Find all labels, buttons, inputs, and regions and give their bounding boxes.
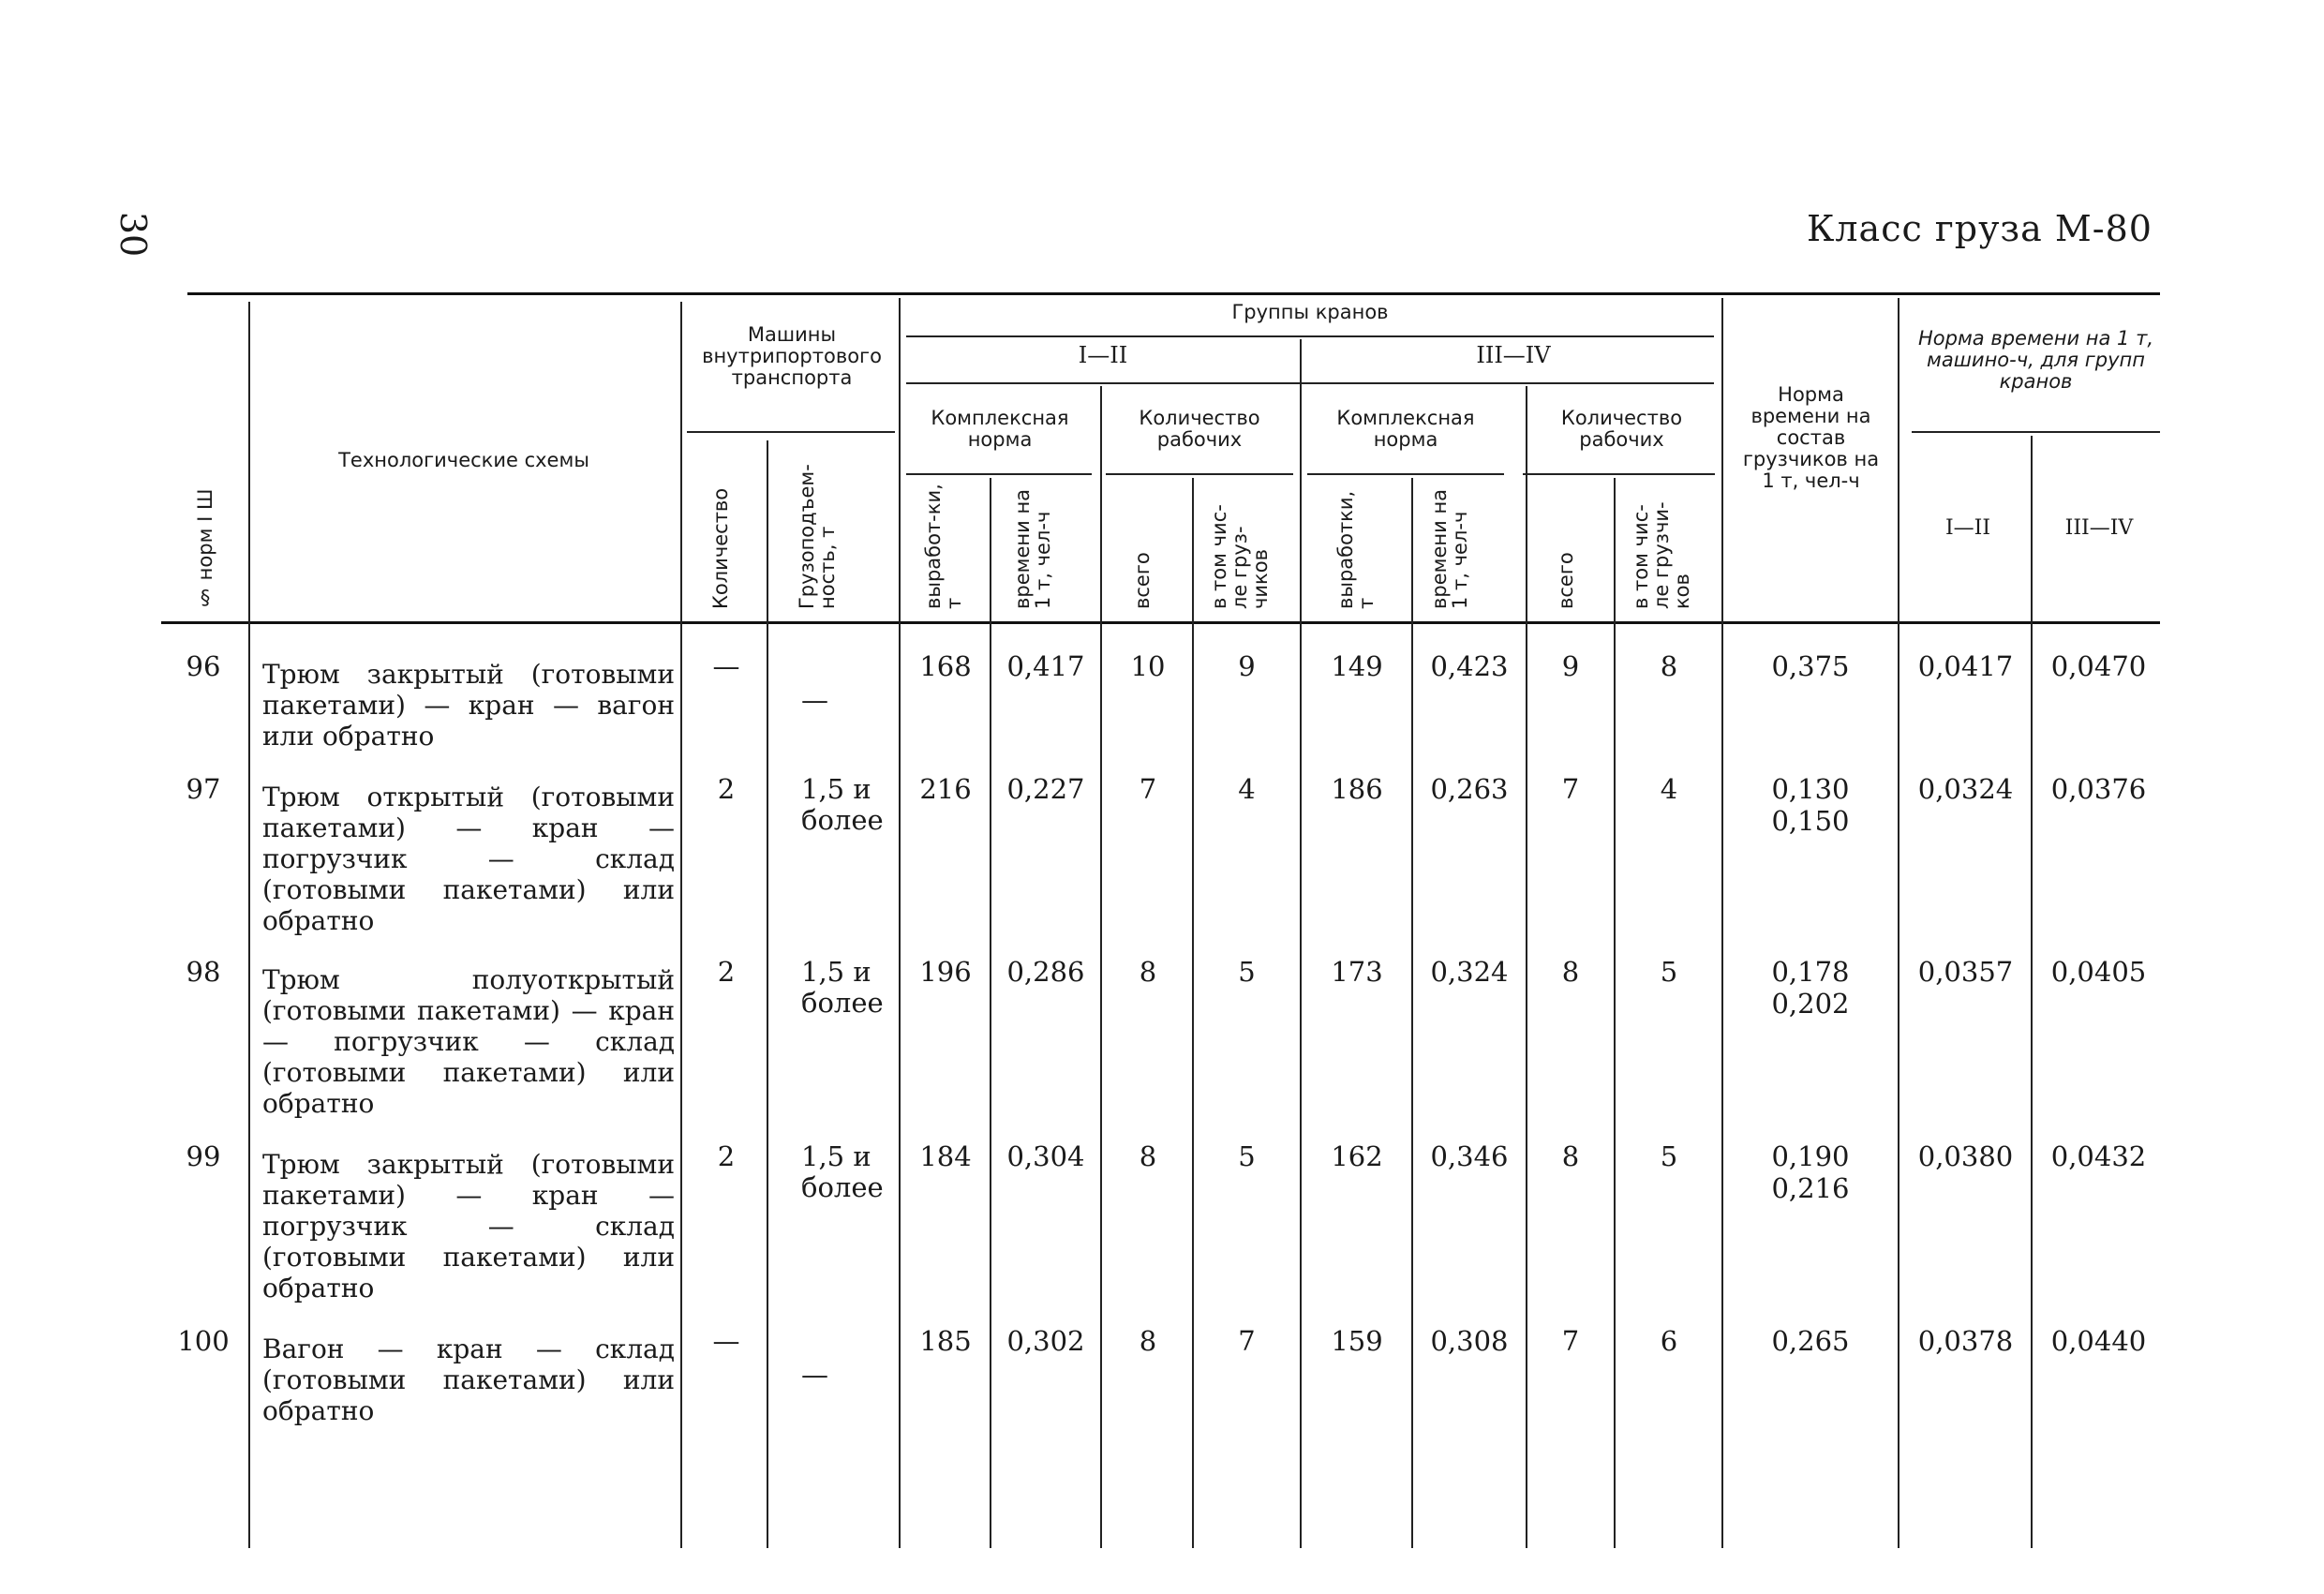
vline-3	[767, 440, 768, 1548]
rule-wk2	[1523, 473, 1715, 475]
cell-workers-34: 7	[1561, 1325, 1580, 1357]
vline-2	[680, 302, 682, 1548]
cell-workers-12: 10	[1130, 650, 1166, 682]
rule-machine-norm	[1912, 431, 2160, 433]
cell-scheme: Трюм полуоткрытый (готовыми пакетами) — кран — погрузчик — склад (готовыми пакетами) или обратно	[262, 964, 675, 1119]
cell-output-34: 162	[1331, 1140, 1383, 1172]
header-machine-34: III—IV	[2064, 516, 2134, 540]
cell-output-34: 159	[1331, 1325, 1383, 1357]
header-norm-loaders: Норма времени на состав грузчиков на 1 т, чел-ч	[1742, 383, 1880, 492]
header-workers-2: Количество рабочих	[1560, 407, 1683, 451]
header-machine-12: I—II	[1944, 516, 1991, 540]
cell-machine-12: 0,0378	[1917, 1325, 2014, 1357]
cell-time-12: 0,304	[1006, 1140, 1085, 1172]
cell-output-12: 184	[919, 1140, 972, 1172]
cell-norm-loaders: 0,130	[1771, 773, 1850, 805]
header-workers-1: Количество рабочих	[1139, 407, 1260, 451]
cell-workers-34: 8	[1561, 956, 1580, 988]
cell-workers-34: 7	[1561, 773, 1580, 805]
cell-loaders-34: 8	[1660, 650, 1678, 682]
cell-output-12: 185	[919, 1325, 972, 1357]
cell-loaders-34: 5	[1660, 956, 1678, 988]
header-norm-machine: Норма времени на 1 т, машино-ч, для групп кранов	[1917, 327, 2153, 393]
cell-norm-loaders-alt: 0,216	[1771, 1172, 1850, 1204]
cell-time-12: 0,286	[1006, 956, 1085, 988]
cell-output-12: 168	[919, 650, 972, 682]
vline-8	[1300, 339, 1302, 1548]
header-total-2: всего	[1555, 552, 1577, 609]
header-qty: Количество	[709, 487, 732, 609]
cell-loaders-12: 9	[1238, 650, 1256, 682]
rule-cx2	[1307, 473, 1504, 475]
cell-loaders-12: 5	[1238, 1140, 1256, 1172]
vline-7	[1192, 478, 1194, 1548]
header-time-2: времени на 1 т, чел-ч	[1428, 488, 1471, 609]
cell-scheme: Трюм открытый (готовыми пакетами) — кран — погрузчик — склад (готовыми пакетами) или обратно	[262, 782, 675, 936]
vline-10	[1526, 386, 1527, 1548]
vline-4	[899, 298, 901, 1548]
cell-time-34: 0,324	[1430, 956, 1509, 988]
cell-workers-12: 8	[1139, 956, 1157, 988]
cell-machine-34: 0,0376	[2050, 773, 2147, 805]
cell-output-12: 216	[919, 773, 972, 805]
cell-loaders-34: 4	[1660, 773, 1678, 805]
header-group-12: I—II	[1078, 342, 1128, 368]
header-norm-no: § норм I Ш	[194, 488, 216, 609]
rule-groups	[906, 335, 1714, 337]
header-incl-2: в том чис-ле грузчи-ков	[1630, 501, 1693, 609]
header-output-2: выработки, т	[1334, 490, 1378, 609]
header-capacity: Грузоподъем-ность, т	[796, 464, 839, 609]
cell-capacity: 1,5 и более	[801, 1140, 884, 1203]
cell-machine-34: 0,0470	[2050, 650, 2147, 682]
cell-time-12: 0,302	[1006, 1325, 1085, 1357]
cell-loaders-34: 5	[1660, 1140, 1678, 1172]
vline-14	[2031, 436, 2033, 1548]
cell-norm-loaders: 0,178	[1771, 956, 1850, 988]
cell-workers-34: 8	[1561, 1140, 1580, 1172]
table-header-rule	[161, 621, 2160, 624]
cell-workers-12: 8	[1139, 1325, 1157, 1357]
header-complex-norm-1: Комплексная норма	[931, 407, 1069, 451]
cell-workers-12: 8	[1139, 1140, 1157, 1172]
cell-loaders-12: 5	[1238, 956, 1256, 988]
cell-time-34: 0,263	[1430, 773, 1509, 805]
cell-no: 96	[186, 650, 221, 682]
cell-norm-loaders: 0,375	[1771, 650, 1850, 682]
cell-machine-12: 0,0380	[1917, 1140, 2014, 1172]
header-complex-norm-2: Комплексная норма	[1336, 407, 1475, 451]
cell-loaders-12: 4	[1238, 773, 1256, 805]
vline-12	[1721, 298, 1723, 1548]
cell-capacity: —	[801, 684, 828, 716]
cell-output-12: 196	[919, 956, 972, 988]
vline-6	[1100, 386, 1102, 1548]
cell-no: 97	[186, 773, 221, 805]
cell-qty: —	[712, 1325, 740, 1357]
cell-workers-12: 7	[1139, 773, 1157, 805]
header-schemes: Технологические схемы	[338, 449, 589, 471]
vline-1	[248, 302, 250, 1548]
vline-9	[1411, 478, 1413, 1548]
header-machines: Машины внутрипортового транспорта	[702, 323, 882, 389]
cell-qty: —	[712, 650, 740, 682]
cell-qty: 2	[717, 956, 736, 988]
rule-g-sub	[906, 382, 1714, 384]
cell-machine-34: 0,0432	[2050, 1140, 2147, 1172]
cell-machine-34: 0,0405	[2050, 956, 2147, 988]
cell-time-34: 0,308	[1430, 1325, 1509, 1357]
cell-qty: 2	[717, 773, 736, 805]
rule-machines	[687, 431, 895, 433]
cell-capacity: 1,5 и более	[801, 773, 884, 836]
cell-loaders-12: 7	[1238, 1325, 1256, 1357]
header-incl-1: в том чис-ле груз-чиков	[1208, 504, 1272, 609]
cell-qty: 2	[717, 1140, 736, 1172]
vline-11	[1614, 478, 1616, 1548]
cell-capacity: 1,5 и более	[801, 956, 884, 1019]
vline-13	[1898, 298, 1899, 1548]
header-group-34: III—IV	[1476, 342, 1551, 368]
cell-time-12: 0,417	[1006, 650, 1085, 682]
cell-no: 100	[177, 1325, 230, 1357]
cell-scheme: Трюм закрытый (готовыми пакетами) — кран — вагон или обратно	[262, 659, 675, 752]
cell-norm-loaders-alt: 0,202	[1771, 988, 1850, 1020]
table-top-rule	[187, 292, 2160, 295]
page-title: Класс груза М-80	[1806, 208, 2153, 249]
cell-scheme: Вагон — кран — склад (готовыми пакетами) или обратно	[262, 1333, 675, 1426]
cell-norm-loaders: 0,265	[1771, 1325, 1850, 1357]
page-number: 30	[112, 211, 155, 258]
cell-output-34: 173	[1331, 956, 1383, 988]
cell-machine-34: 0,0440	[2050, 1325, 2147, 1357]
cell-output-34: 186	[1331, 773, 1383, 805]
vline-5	[990, 478, 991, 1548]
header-crane-groups: Группы кранов	[1231, 301, 1389, 323]
cell-no: 98	[186, 956, 221, 988]
header-output-1: выработ-ки, т	[922, 484, 965, 609]
cell-no: 99	[186, 1140, 221, 1172]
cell-norm-loaders-alt: 0,150	[1771, 805, 1850, 837]
rule-wk1	[1106, 473, 1293, 475]
cell-norm-loaders: 0,190	[1771, 1140, 1850, 1172]
cell-scheme: Трюм закрытый (готовыми пакетами) — кран — погрузчик — склад (готовыми пакетами) или обратно	[262, 1149, 675, 1304]
header-time-1: времени на 1 т, чел-ч	[1011, 488, 1054, 609]
header-total-1: всего	[1131, 552, 1154, 609]
cell-machine-12: 0,0417	[1917, 650, 2014, 682]
cell-output-34: 149	[1331, 650, 1383, 682]
cell-workers-34: 9	[1561, 650, 1580, 682]
cell-time-34: 0,423	[1430, 650, 1509, 682]
cell-machine-12: 0,0357	[1917, 956, 2014, 988]
rule-cx1	[906, 473, 1092, 475]
cell-time-12: 0,227	[1006, 773, 1085, 805]
cell-time-34: 0,346	[1430, 1140, 1509, 1172]
cell-loaders-34: 6	[1660, 1325, 1678, 1357]
cell-machine-12: 0,0324	[1917, 773, 2014, 805]
cell-capacity: —	[801, 1359, 828, 1391]
